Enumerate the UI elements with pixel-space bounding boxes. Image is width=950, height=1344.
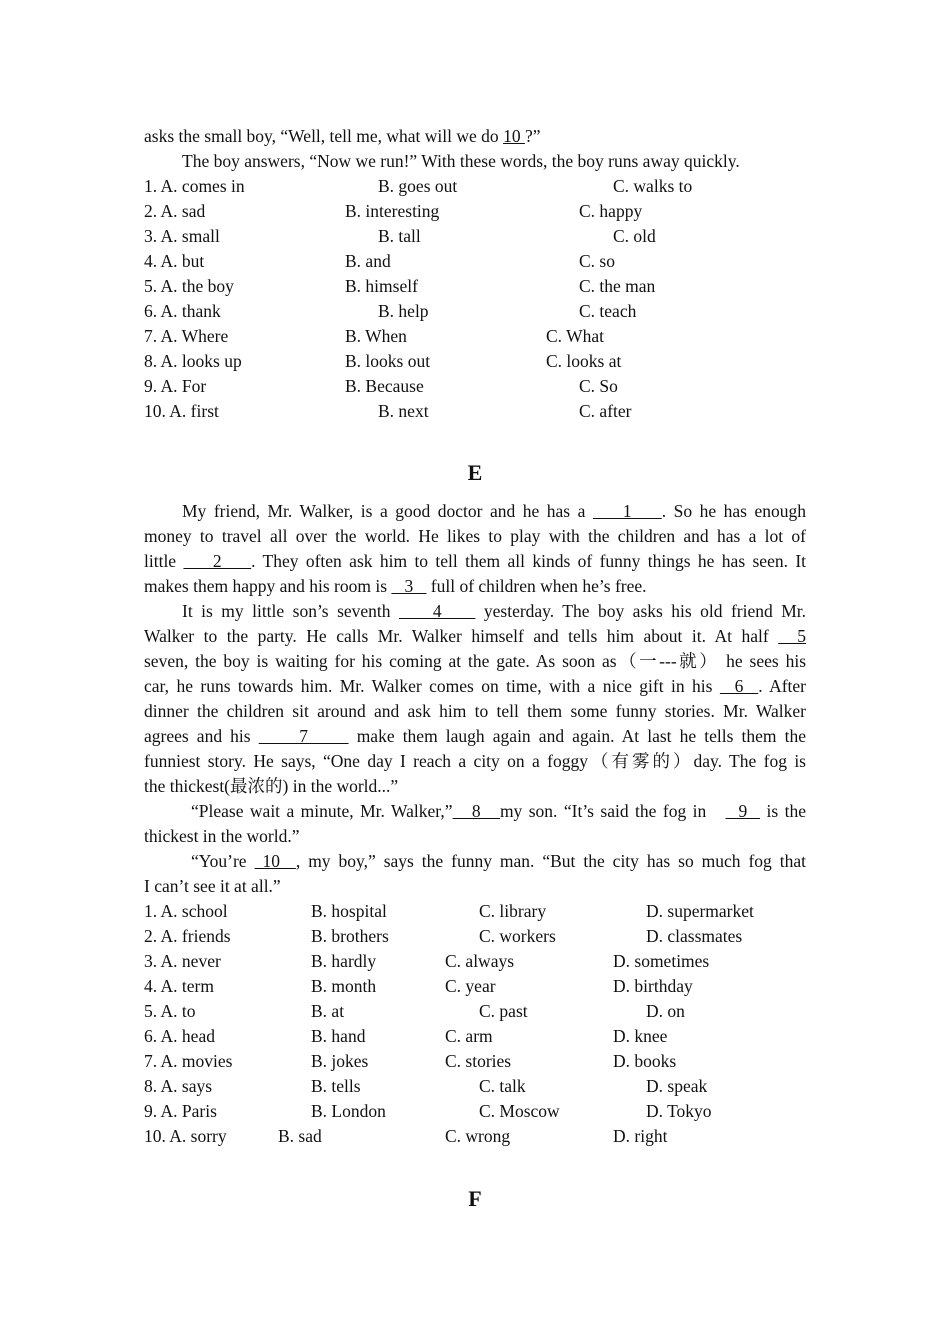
passage-line: makes them happy and his room is 3 full of children when he’s free. — [144, 576, 647, 596]
option-row: 8. A. looks up B. looks out C. looks at — [144, 351, 622, 371]
section-heading-f: F — [468, 1186, 482, 1211]
options-list-d — [144, 174, 806, 424]
option-row: 3. A. never B. hardly C. always D. sometimes — [144, 951, 710, 971]
passage-line: I can’t see it at all.” — [144, 876, 281, 896]
passage-line: little 2 . They often ask him to tell them all kinds of funny things he has seen. It — [144, 551, 807, 571]
blank-6: 6 — [719, 676, 759, 696]
option-row: 10. A. sorry B. sad C. wrong D. right — [144, 1126, 668, 1146]
blank-9: 9 — [725, 801, 761, 821]
blank-5: 5 — [778, 626, 806, 646]
option-row: 6. A. thank B. help C. teach — [144, 301, 637, 321]
blank-10: 10 — [503, 126, 525, 146]
passage-line: The boy answers, “Now we run!” With these words, the boy runs away quickly. — [182, 151, 740, 171]
passage-line: It is my little son’s seventh 4 yesterday. The boy asks his old friend Mr. — [182, 601, 807, 621]
option-row: 4. A. term B. month C. year D. birthday — [144, 976, 693, 996]
option-row: 2. A. sad B. interesting C. happy — [144, 201, 643, 221]
option-row: 7. A. movies B. jokes C. stories D. books — [144, 1051, 677, 1071]
section-e-passage — [144, 499, 806, 899]
passage-line: “Please wait a minute, Mr. Walker,” 8 my son. “It’s said the fog in 9 is the — [191, 801, 806, 821]
passage-line: “You’re 10 , my boy,” says the funny man. “But the city has so much fog that — [191, 851, 806, 871]
passage-line: car, he runs towards him. Mr. Walker comes on time, with a nice gift in his 6 . After — [144, 676, 806, 696]
option-row: 8. A. says B. tells C. talk D. speak — [144, 1076, 708, 1096]
option-row: 10. A. first B. next C. after — [144, 401, 632, 421]
passage-line: money to travel all over the world. He likes to play with the children and has a lot of — [144, 526, 806, 546]
blank-3: 3 — [391, 576, 427, 596]
passage-line: the thickest(最浓的) in the world...” — [144, 776, 399, 796]
passage-line: seven, the boy is waiting for his coming at the gate. As soon as（一---就） he sees his — [144, 651, 806, 671]
blank-7: 7 — [258, 726, 349, 746]
blank-1: 1 — [592, 501, 662, 521]
passage-line: funniest story. He says, “One day I reach a city on a foggy（有雾的）day. The fog is — [144, 751, 806, 771]
option-row: 7. A. Where B. When C. What — [144, 326, 605, 346]
option-row: 9. A. Paris B. London C. Moscow D. Tokyo — [144, 1101, 712, 1121]
option-row: 5. A. to B. at C. past D. on — [144, 1001, 685, 1021]
passage-line: My friend, Mr. Walker, is a good doctor and he has a 1 . So he has enough — [182, 501, 806, 521]
document-page — [144, 124, 806, 1219]
blank-10: 10 — [254, 851, 296, 871]
section-d-tail — [144, 124, 806, 424]
option-row: 5. A. the boy B. himself C. the man — [144, 276, 656, 296]
blank-8: 8 — [452, 801, 500, 821]
passage-line: agrees and his 7 make them laugh again and again. At last he tells them the — [144, 726, 806, 746]
option-row: 3. A. small B. tall C. old — [144, 226, 656, 246]
blank-4: 4 — [399, 601, 476, 621]
section-heading-e: E — [467, 460, 483, 485]
passage-line: dinner the children sit around and ask him to tell them some funny stories. Mr. Walker — [144, 701, 806, 721]
option-row: 4. A. but B. and C. so — [144, 251, 615, 271]
passage-line: thickest in the world.” — [144, 826, 300, 846]
option-row: 2. A. friends B. brothers C. workers D. classmates — [144, 926, 743, 946]
blank-2: 2 — [183, 551, 252, 571]
option-row: 1. A. school B. hospital C. library D. supermarket — [144, 901, 754, 921]
option-row: 6. A. head B. hand C. arm D. knee — [144, 1026, 668, 1046]
option-row: 1. A. comes in B. goes out C. walks to — [144, 176, 693, 196]
option-row: 9. A. For B. Because C. So — [144, 376, 618, 396]
passage-line: asks the small boy, “Well, tell me, what will we do 10 ?” — [144, 126, 541, 146]
options-list-e — [144, 899, 806, 1149]
passage-line: Walker to the party. He calls Mr. Walker himself and tells him about it. At half 5 — [144, 626, 806, 646]
